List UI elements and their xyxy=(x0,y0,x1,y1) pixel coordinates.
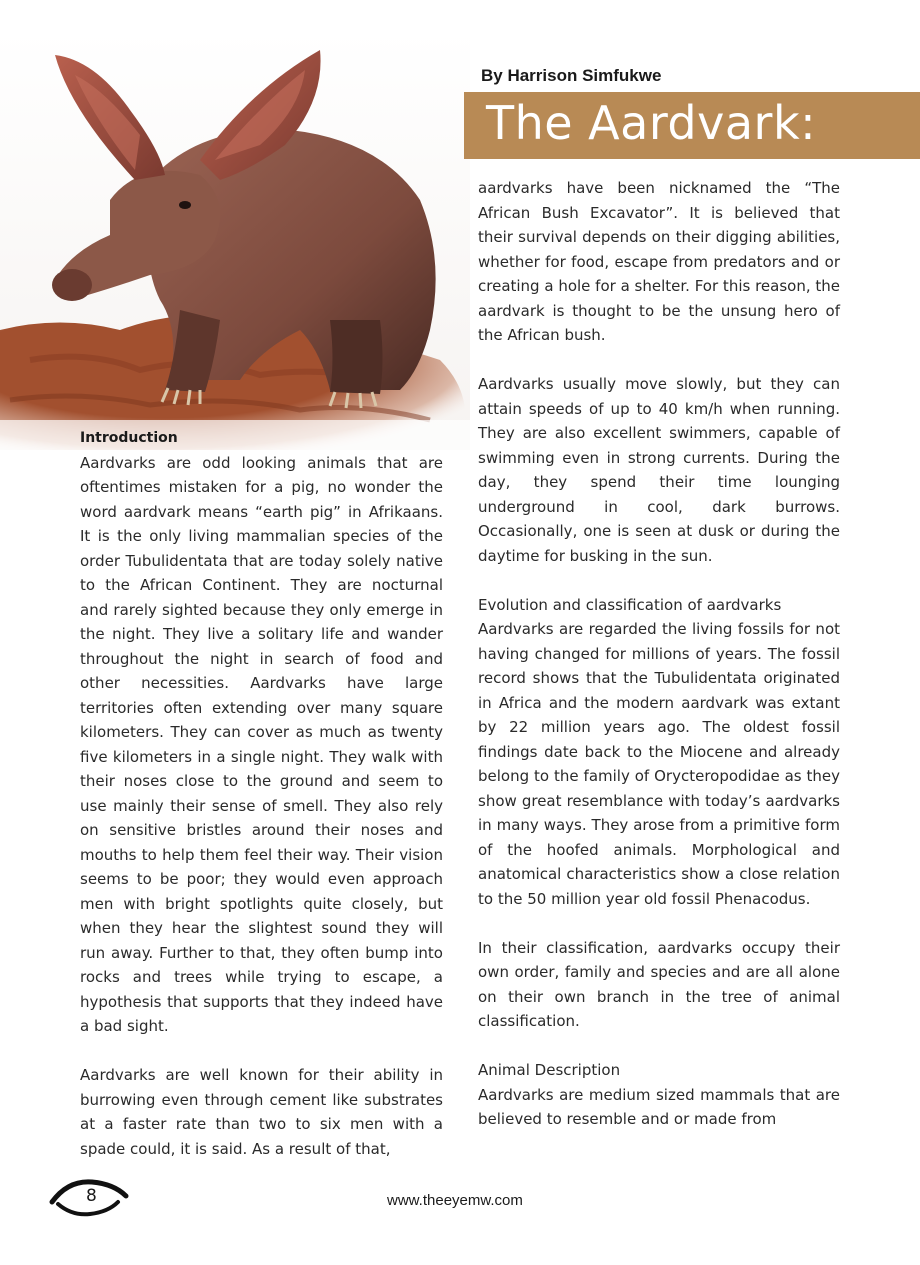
section-heading-introduction: Introduction xyxy=(80,430,178,446)
paragraph: Aardvarks are medium sized mammals that are believed to resemble and or made from xyxy=(478,1085,840,1128)
paragraph: Aardvarks usually move slowly, but they can attain speeds of up to 40 km/h when running. They are also excellent swimmers, capable of swimming even in strong currents. During the day, they spend their time lounging underground in cool, dark burrows. Occasionally, one is seen at dusk or during the daytime for busking in the sun. xyxy=(478,375,840,565)
left-column xyxy=(80,426,443,1161)
right-column xyxy=(478,176,840,1132)
page-number: 8 xyxy=(86,1186,97,1206)
aardvark-photo xyxy=(0,30,470,450)
paragraph: aardvarks have been nicknamed the “The African Bush Excavator”. It is believed that their survival depends on their digging abilities, whether for food, escape from predators and or creating a hole for a shelter. For this reason, the aardvark is thought to be the unsung hero of the African bush. xyxy=(478,179,840,344)
section-heading-description: Animal Description xyxy=(478,1061,621,1079)
paragraph: Aardvarks are odd looking animals that are oftentimes mistaken for a pig, no wonder the word aardvark means “earth pig” in Afrikaans. It is the only living mammalian species of the order Tubulidentata that are today solely native to the African Continent. They are nocturnal and rarely sighted because they only emerge in the night. They live a solitary life and wander throughout the night in search of food and other necessities. Aardvarks have large territories often extending over many square kilometers. They can cover as much as twenty five kilometers in a single night. They walk with their noses close to the ground and seem to use mainly their sense of smell. They also rely on sensitive bristles around their noses and mouths to help them feel their way. Their vision seems to be poor; they would even approach men with bright spotlights quite closely, but when they hear the slightest sound they will run away. Further to that, they often bump into rocks and trees while trying to escape, a hypothesis that supports that they indeed have a bad sight. xyxy=(80,453,443,1035)
section-heading-evolution: Evolution and classification of aardvarks xyxy=(478,595,782,614)
footer-url[interactable]: www.theeyemw.com xyxy=(387,1192,523,1209)
byline: By Harrison Simfukwe xyxy=(481,66,662,85)
article-title: The Aardvark: xyxy=(486,96,817,150)
paragraph: Aardvarks are regarded the living fossils for not having changed for millions of years. The fossil record shows that the Tubulidentata originated in Africa and the modern aardvark was extant by 22 million years ago. The oldest fossil findings date back to the Miocene and already belong to the family of Orycteropodidae as they show great resemblance with today’s aardvarks in many ways. They arose from a primitive form of the hoofed animals. Morphological and anatomical characteristics show a close relation to the 50 million year old fossil Phenacodus. xyxy=(478,620,840,908)
paragraph: In their classification, aardvarks occupy their own order, family and species and are all alone on their own branch in the tree of animal classification. xyxy=(478,938,840,1030)
title-bar xyxy=(464,92,920,159)
paragraph: Aardvarks are well known for their ability in burrowing even through cement like substrates at a faster rate than two to six men with a spade could, it is said. As a result of that, xyxy=(80,1066,443,1158)
